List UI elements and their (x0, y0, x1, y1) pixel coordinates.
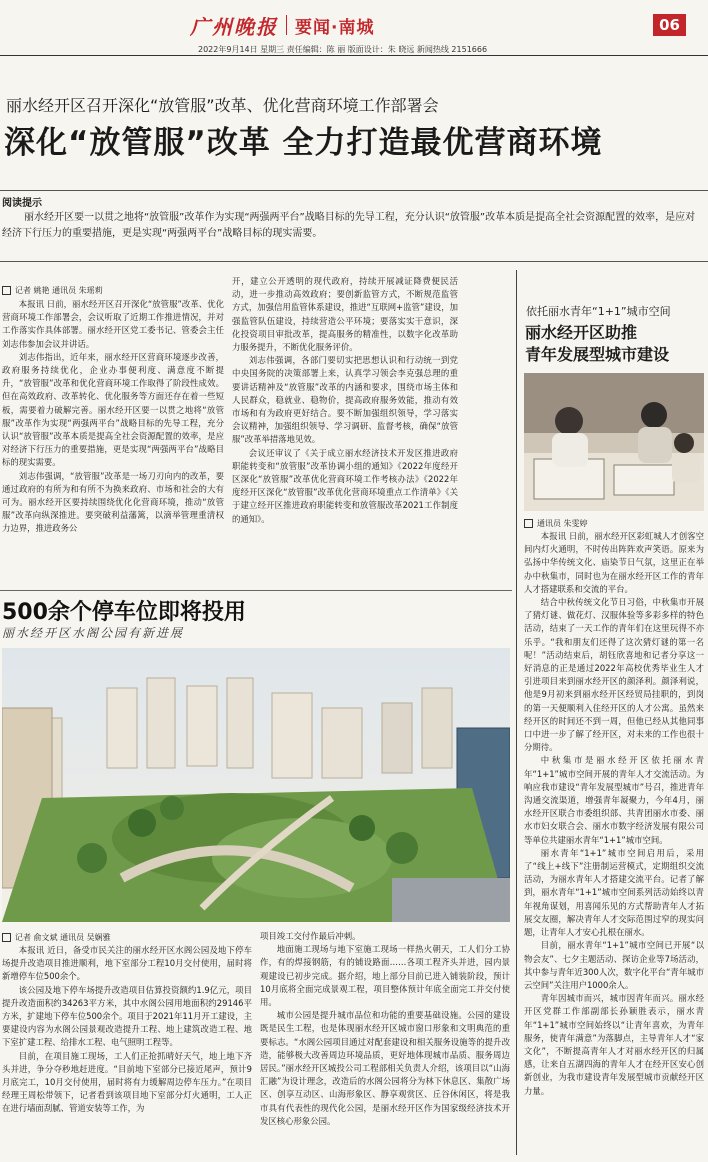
article1-byline (2, 285, 103, 296)
paragraph: 丽水青年“1+1”城市空间启用后，采用了“线上+线下”注册制运营模式，定期组织交流活动，为丽水青年人才搭建交流平台。记者了解到，丽水青年“1+1”城市空间系列活动始终以青年视角谋划，用喜闻乐见的方式帮助青年人才拓展交友圈，解决青年人才交际范围过窄的现实问题，让青年人才安心扎根在丽水。 (524, 847, 704, 938)
lead-label: 阅读提示 (2, 198, 42, 209)
article2-title-line2: 青年发展型城市建设 (525, 345, 670, 364)
paragraph: 本报讯 近日，备受市民关注的丽水经开区水阁公园及地下停车场提升改造项目推进顺利，地下室部分工程10月交付使用，届时将新增停车位500余个。 (2, 945, 252, 982)
paragraph: 刘志伟强调，各部门要切实把思想认识和行动统一到党中央国务院的决策部署上来，认真学习领会李克强总理的重要讲话精神及“放管服”改革的内涵和要求，围绕市场主体和人民群众，稳就业、稳物价，提高政府服务效能，推动有效市场和有为政府更好结合。要不断加强组织领导，学习落实会议精神，加强组织领导、学习调研、监督考核，确保“放管服”改革举措落地见效。 (232, 355, 458, 445)
byline-square-icon (2, 933, 11, 942)
article2-kicker: 依托丽水青年“1+1”城市空间 (526, 305, 671, 318)
masthead (190, 12, 700, 38)
lead-text-body: 丽水经开区要一以贯之地将“放管服”改革作为实现“两强两平台”战略目标的先导工程，充分认识“放管服”改革本质是提高全社会资源配置的效率，是应对经济下行压力的重要措施，更是实现“两强两平台”战略目标的现实需要。 (2, 212, 696, 239)
article3-subtitle: 丽水经开区水阁公园有新进展 (2, 626, 185, 640)
masthead-divider (286, 15, 287, 35)
article2-title-line1: 丽水经开区助推 (525, 323, 638, 342)
article2-byline-text: 通讯员 朱雯婷 (537, 519, 588, 528)
paragraph: 地面施工现场与地下室施工现场一样热火朝天，工人们分工协作，有的焊接钢筋，有的铺设路面……各项工程齐头并进，园内景观建设已初步完成。据介绍，地上部分目前已进入铺装阶段，预计10月底将全面完成景观工程，项目整体预计年底全面完工并交付使用。 (260, 944, 510, 1008)
craft-photo (524, 373, 704, 511)
paragraph: 开，建立公开透明的现代政府，持续开展减证降费便民活动，进一步推动高效政府；要创新监管方式，不断规范监管方式，加强信用监管体系建设，推进“互联网+监管”建设，加强监管队伍建设，持续营造公平环境；要落实实干意识，深化投资项目审批改革，提高服务的精准性，以数字化改革助力服务提升，不断优化服务评价。 (232, 276, 458, 353)
paragraph: 目前，丽水青年“1+1”城市空间已开展“以物会友”、七夕主题活动、探访企业等7场活动，其中参与青年近300人次，数字化平台“青年城市云空间”关注用户1000余人。 (524, 940, 704, 990)
column-divider (516, 270, 517, 1155)
article3-title: 500余个停车位即将投用 (2, 600, 246, 625)
craft-photo-image (524, 373, 704, 511)
article2-byline (524, 518, 588, 529)
paragraph: 会议还审议了《关于成立丽水经济技术开发区推进政府职能转变和“放管服”改革协调小组的通知》《2022年度经开区深化“放管服”改革优化营商环境工作考核办法》《2022年度经开区深化“放管服”改革优化营商环境重点工作清单》《关于建立经开区推进政府职能转变和放管服改革2021工作制度的通知》。 (232, 447, 458, 524)
article2-title (525, 322, 669, 366)
lead-text (2, 210, 702, 242)
paragraph: 目前，在项目施工现场，工人们正抢抓晴好天气，地上地下齐头并进，争分夺秒地赶进度。“目前地下室部分已接近尾声，预计9月底完工，10月交付使用，届时将有力缓解周边停车压力。”在项目经理王周松带领下，记者看到该项目地下室部分灯火通明，工人正在进行墙面刮腻、管道安装等工作，为 (2, 1050, 252, 1114)
byline-square-icon (524, 519, 533, 528)
article1-column-1 (2, 298, 224, 584)
dateline: 2022年9月14日 星期三 责任编辑：陈 丽 版面设计：朱 晓远 新闻热线 2151666 (198, 45, 488, 54)
paragraph: 本报讯 日前，丽水经开区彩虹城人才创客空间内灯火通明，不时传出阵阵欢声笑语。原来为弘扬中华传统文化、庙染节日气氛，这里正在举办中秋集市，同时也为在丽水经开区工作的青年人才搭建联系和交流的平台。 (524, 531, 704, 594)
paragraph: 本报讯 日前，丽水经开区召开深化“放管服”改革、优化营商环境工作部署会，会议听取了近期工作推进情况，并对工作落实作具体部署。丽水经开区党工委书记、管委会主任刘志伟参加会议并讲话。 (2, 299, 224, 349)
paragraph: 刘志伟强调，“放管服”改革是一场刀刃向内的改革，要通过政府的有所为和有所不为换来政府、市场和社会的大有可为。丽水经开区要持续围绕优化化营商环境，推动“放管服”改革向纵深推进。要突破利益藩篱，以滴举管理重清权力边界，推进政务公 (2, 470, 224, 534)
article3-byline-text: 记者 俞文斌 通讯员 吴娴雅 (15, 933, 111, 942)
paragraph: 城市公园是提升城市品位和功能的重要基础设施。公园的建设既是民生工程，也是体现丽水经开区城市窗口形象和文明典范的重要标志。“水阁公园项目通过对配套建设和相关服务设施等的提升改造，能够极大改善周边环境品质，更好地体现城市品质、服务周边居民。”丽水经开区城投公司工程部相关负责人介绍，该项目以“山海汇融”为设计理念，改造后的水阁公园将分为林下休息区、集散广场区、创享互动区、山海形象区、静享观赏区、丘谷休闲区，将是我市具有代表性的现代化公园，是丽水经开区作为国家级经济技术开发区核心形象公园。 (260, 1010, 510, 1126)
byline-square-icon (2, 286, 11, 295)
park-rendering (2, 648, 510, 922)
article1-kicker: 丽水经开区召开深化“放管服”改革、优化营商环境工作部署会 (6, 96, 439, 115)
paragraph: 青年因城市而兴，城市因青年而兴。丽水经开区党群工作部副部长孙颖胜表示，丽水青年“1+1”城市空间始终以“让青年喜欢，为青年服务，使青年满意”为落脚点，主导青年人才“家文化”，不断提高青年人才对丽水经开区的归属感，让来自五湖四海的青年人才在经开区安心创新创业，为我市建设青年发展型城市贡献经开区力量。 (524, 993, 704, 1096)
article3-column-2 (260, 930, 510, 1156)
top-rule (0, 55, 708, 56)
paragraph: 该公园及地下停车场提升改造项目估算投资额约1.9亿元，项目提升改造面积约34263平方米，其中水阁公园用地面积约29146平方米，扩建地下停车位500余个。项目于2021年11月开工建设，主要建设内容为水阁公园景观改造提升工程、地上建筑改造工程、地下室扩建工程、给排水工程、电气照明工程等。 (2, 984, 252, 1048)
page-number: 06 (653, 14, 686, 36)
article1-column-2 (232, 275, 458, 585)
paper-name: 广州晚报 (190, 14, 278, 39)
article1-headline: 深化“放管服”改革 全力打造最优营商环境 (4, 125, 603, 161)
article2-column (524, 530, 704, 1152)
paragraph: 刘志伟指出，近年来，丽水经开区营商环境逐步改善，政府服务持续优化，企业办事便利度、满意度不断提升，“放管服”改革和优化营商环境工作取得了阶段性成效。但在高效政府、改革转化、优化服务等方面还存在着一些短板，需要着力破解完善。丽水经开区要一以贯之地将“放管服”改革作为实现“两强两平台”战略目标的先导工程，充分认识“放管服”改革本质是提高全社会资源配置的效率，是应对经济下行压力的重要措施，更是实现“两强两平台”战略目标的现实需要。 (2, 351, 224, 468)
article3-byline (2, 932, 111, 943)
park-rendering-image (2, 648, 510, 922)
paragraph: 中秋集市是丽水经开区依托丽水青年“1+1”城市空间开展的青年人才交流活动。为响应我市建设“青年发展型城市”号召，推进青年沟通交流渠道，增强青年凝聚力，今年4月，丽水经开区联合市委组织部、共青团丽水市委、丽水市妇女联合会、丽水市数字经济发展有限公司等单位共建丽水青年“1+1”城市空间。 (524, 755, 704, 845)
article1-byline-text: 记者 姚艳 通讯员 朱瑶莉 (15, 286, 103, 295)
article3-column-1 (2, 944, 252, 1156)
section-name: 要闻·南城 (295, 17, 375, 38)
section-rule (0, 590, 512, 591)
paragraph: 项目竣工交付作最后冲刺。 (260, 931, 361, 941)
paragraph: 结合中秋传统文化节日习俗，中秋集市开展了猜灯谜、做花灯、汉服体验等多彩多样的特色活动，结束了一天工作的青年们在这里玩得不亦乐乎。“我和朋友们还得了这次猜灯谜的第一名呢！”活动结束后，胡钰欣喜地和记者分享这一好消息的正是通过2022年高校优秀毕业生人才引进项目来到丽水经开区的颜泽利。颜泽利说，他是9月初来到丽水经开区经贸局挂职的，到岗的第一天便顺利入住经开区的人才公寓。虽然来经开区的时间还不到一周，但他已经从其他同事口中进一步了解了经开区，对未来的工作也很十分期待。 (524, 597, 704, 753)
